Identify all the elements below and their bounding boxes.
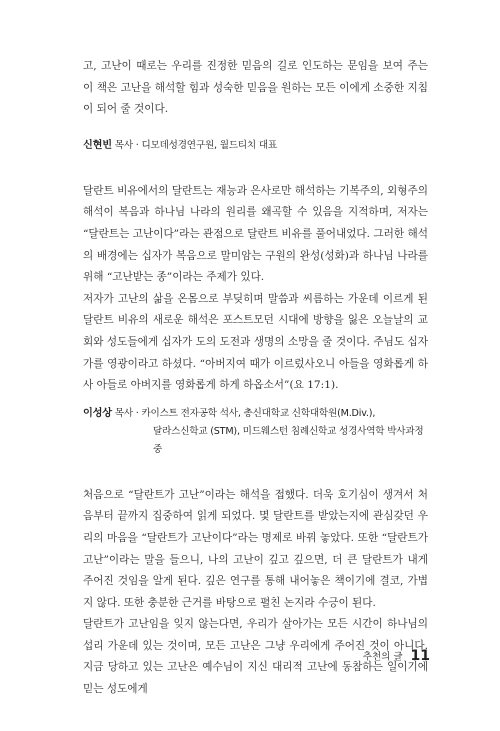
recommender-title-continued: 달라스신학교 (STM), 미드웨스턴 침례신학교 성경사역학 박사과정 중 xyxy=(153,425,424,455)
review3-paragraph-1: 처음으로 “달란트가 고난”이라는 해석을 접했다. 더욱 호기심이 생겨서 처음부터 끝까지 집중하여 읽게 되었다. 몇 달란트를 받았는지에 관심갖던 우리의 마음을 “달란트가 고난이다”라는 명제로 바꿔 놓았다. 또한 “달란트가 고난”이라는 말을 들으니, 나의 고난이 깊고 깊으면, 더 큰 달란트가 내게 주어진 것임을 알게 된다. 깊은 연구를 통해 내어놓은 책이기에 결코, 가볍지 않다. 또한 충분한 근거를 바탕으로 펼친 논지라 수긍이 된다. xyxy=(83,488,428,609)
review2-paragraph-2: 저자가 고난의 삶을 온몸으로 부딪히며 말씀과 씨름하는 가운데 이르게 된 달란트 비유의 새로운 해석은 포스트모던 시대에 방향을 잃은 오늘날의 교회와 성도들에게 십자가 도의 도전과 생명의 소망을 줄 것이다. 주님도 십자가를 영광이라고 하셨다. “아버지여 때가 이르렀사오니 아들을 영화롭게 하사 아들로 아버지를 영화롭게 하게 하옵소서”(요 17:1). xyxy=(83,292,428,392)
section-title: 추천의 글 xyxy=(362,651,403,663)
recommender-name: 이성상 xyxy=(83,407,112,419)
review3-paragraph-2: 달란트가 고난임을 잊지 않는다면, 우리가 살아가는 모든 시간이 하나님의 섭리 가운데 있는 것이며, 모든 고난은 그냥 우리에게 주어진 것이 아니다. 지금 당하고 있는 고난은 예수님이 지신 대리적 고난에 동참하는 일이기에 믿는 성도에게 xyxy=(83,618,428,696)
page-footer xyxy=(363,645,430,664)
recommender-signature-1 xyxy=(83,137,428,155)
recommender-name: 신현빈 xyxy=(83,139,112,151)
recommender-title: 목사 · 디모데성경연구원, 월드티치 대표 xyxy=(111,139,277,151)
recommender-title: 목사 · 카이스트 전자공학 석사, 총신대학교 신학대학원(M.Div.), xyxy=(111,407,376,419)
page-number: 11 xyxy=(410,647,430,664)
review2-paragraph-1: 달란트 비유에서의 달란트는 재능과 은사로만 해석하는 기복주의, 외형주의 해석이 복음과 하나님 나라의 원리를 왜곡할 수 있음을 지적하며, 저자는 “달란트는 고난이다”라는 관점으로 달란트 비유를 풀어내었다. 그러한 해석의 배경에는 십자가 복음으로 말미암는 구원의 완성(성화)과 하나님 나라를 위해 “고난받는 종”이라는 주제가 있다. xyxy=(83,184,428,284)
intro-paragraph: 고, 고난이 때로는 우리를 진정한 믿음의 길로 인도하는 문임을 보여 주는 이 책은 고난을 해석할 힘과 성숙한 믿음을 원하는 모든 이에게 소중한 지침이 되어 줄 것이다. xyxy=(83,60,428,116)
page-body xyxy=(83,56,428,701)
recommender-signature-2 xyxy=(83,405,428,459)
